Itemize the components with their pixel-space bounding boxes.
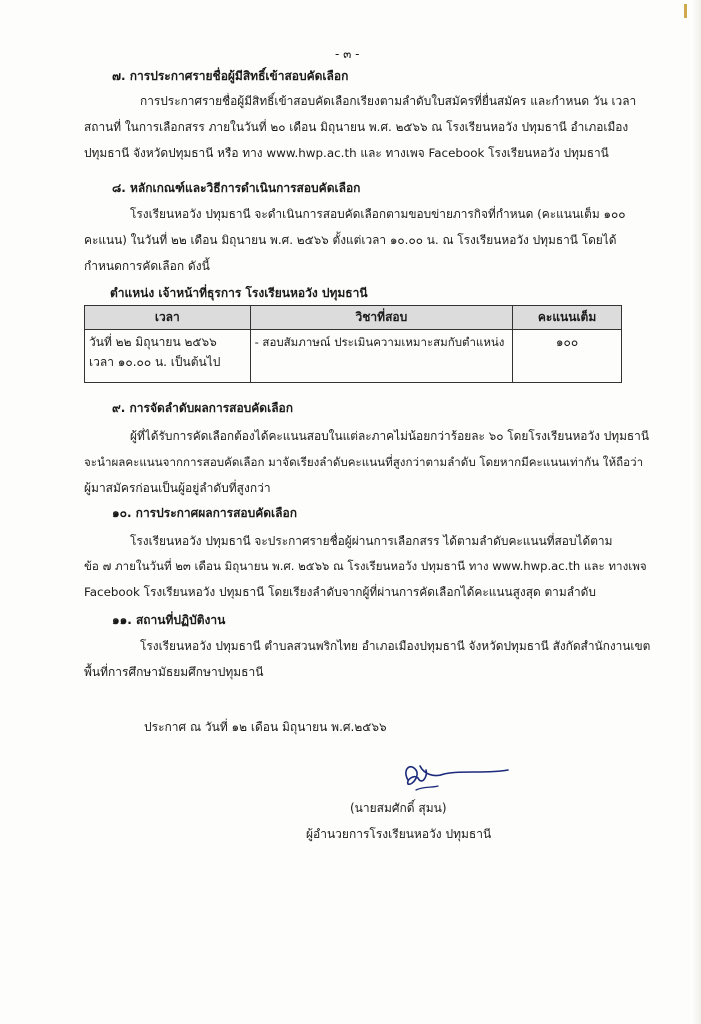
exam-schedule-table [84,305,622,383]
section-7-line-3: ปทุมธานี จังหวัดปทุมธานี หรือ ทาง www.hwp.ac.th และ ทางเพจ Facebook โรงเรียนหอวัง ปทุมธานี [84,146,609,160]
page-edge-shadow [691,0,701,1024]
cell-score-text: ๑๐๐ [555,335,579,349]
section-9-heading: ๙. การจัดลำดับผลการสอบคัดเลือก [112,401,294,415]
section-10-heading: ๑๐. การประกาศผลการสอบคัดเลือก [112,506,297,520]
cell-score [513,330,622,383]
section-9-line-3: ผู้มาสมัครก่อนเป็นผู้อยู่ลำดับที่สูงกว่า [84,481,271,495]
signer-name: (นายสมศักดิ์ สุมน) [350,801,447,815]
table-caption: ตำแหน่ง เจ้าหน้าที่ธุรการ โรงเรียนหอวัง ปทุมธานี [110,286,368,300]
section-7-line-2: สถานที่ ในการเลือกสรร ภายในวันที่ ๒๐ เดือน มิถุนายน พ.ศ. ๒๕๖๖ ณ โรงเรียนหอวัง ปทุมธานี อำเภอเมือง [84,120,629,134]
section-10-line-2: ข้อ ๗ ภายในวันที่ ๒๓ เดือน มิถุนายน พ.ศ. ๒๕๖๖ ณ โรงเรียนหอวัง ปทุมธานี ทาง www.hwp.ac.th และ ทางเพจ [84,559,647,573]
section-8-heading: ๘. หลักเกณฑ์และวิธีการดำเนินการสอบคัดเลือก [112,181,361,195]
table-row [85,330,622,383]
cell-subject-text: - สอบสัมภาษณ์ ประเมินความเหมาะสมกับตำแหน่ง [254,335,505,349]
section-8-line-3: กำหนดการคัดเลือก ดังนี้ [84,259,210,273]
section-11-line-2: พื้นที่การศึกษามัธยมศึกษาปทุมธานี [84,665,264,679]
header-subject: วิชาที่สอบ [250,306,513,330]
cell-time [85,330,251,383]
announcement-date: ประกาศ ณ วันที่ ๑๒ เดือน มิถุนายน พ.ศ.๒๕๖๖ [144,720,387,734]
signer-title: ผู้อำนวยการโรงเรียนหอวัง ปทุมธานี [306,827,492,841]
staple-mark [684,4,687,18]
page-number: - ๓ - [335,47,360,61]
section-11-heading: ๑๑. สถานที่ปฏิบัติงาน [112,613,226,627]
section-10-line-3: Facebook โรงเรียนหอวัง ปทุมธานี โดยเรียงลำดับจากผู้ที่ผ่านการคัดเลือกได้คะแนนสูงสุด ตามลำดับ [84,585,596,599]
signature-stroke [406,766,508,784]
section-7-heading: ๗. การประกาศรายชื่อผู้มีสิทธิ์เข้าสอบคัดเลือก [112,69,349,83]
signature-image [398,756,518,802]
signature-underline [416,786,438,790]
section-8-line-1: โรงเรียนหอวัง ปทุมธานี จะดำเนินการสอบคัดเลือกตามขอบข่ายภารกิจที่กำหนด (คะแนนเต็ม ๑๐๐ [130,207,626,221]
section-9-line-2: จะนำผลคะแนนจากการสอบคัดเลือก มาจัดเรียงลำดับคะแนนที่สูงกว่าตามลำดับ โดยหากมีคะแนนเท่ากัน ให้ถือว่า [84,455,644,469]
section-8-line-2: คะแนน) ในวันที่ ๒๒ เดือน มิถุนายน พ.ศ. ๒๕๖๖ ตั้งแต่เวลา ๑๐.๐๐ น. ณ โรงเรียนหอวัง ปทุมธานี โดยได้ [84,233,617,247]
header-time: เวลา [85,306,251,330]
header-full-score: คะแนนเต็ม [513,306,622,330]
cell-time-hour: เวลา ๑๐.๐๐ น. เป็นต้นไป [89,355,221,369]
table-header-row [85,306,622,330]
cell-subject [250,330,513,383]
section-9-line-1: ผู้ที่ได้รับการคัดเลือกต้องได้คะแนนสอบในแต่ละภาคไม่น้อยกว่าร้อยละ ๖๐ โดยโรงเรียนหอวัง ปทุมธานี [130,429,649,443]
cell-time-date: วันที่ ๒๒ มิถุนายน ๒๕๖๖ [89,335,217,349]
section-7-line-1: การประกาศรายชื่อผู้มีสิทธิ์เข้าสอบคัดเลือกเรียงตามลำดับใบสมัครที่ยื่นสมัคร และกำหนด วัน เวลา [140,94,637,108]
section-10-line-1: โรงเรียนหอวัง ปทุมธานี จะประกาศรายชื่อผู้ผ่านการเลือกสรร ได้ตามลำดับคะแนนที่สอบได้ตาม [130,534,613,548]
section-11-line-1: โรงเรียนหอวัง ปทุมธานี ตำบลสวนพริกไทย อำเภอเมืองปทุมธานี จังหวัดปทุมธานี สังกัดสำนักงานเขต [140,639,651,653]
